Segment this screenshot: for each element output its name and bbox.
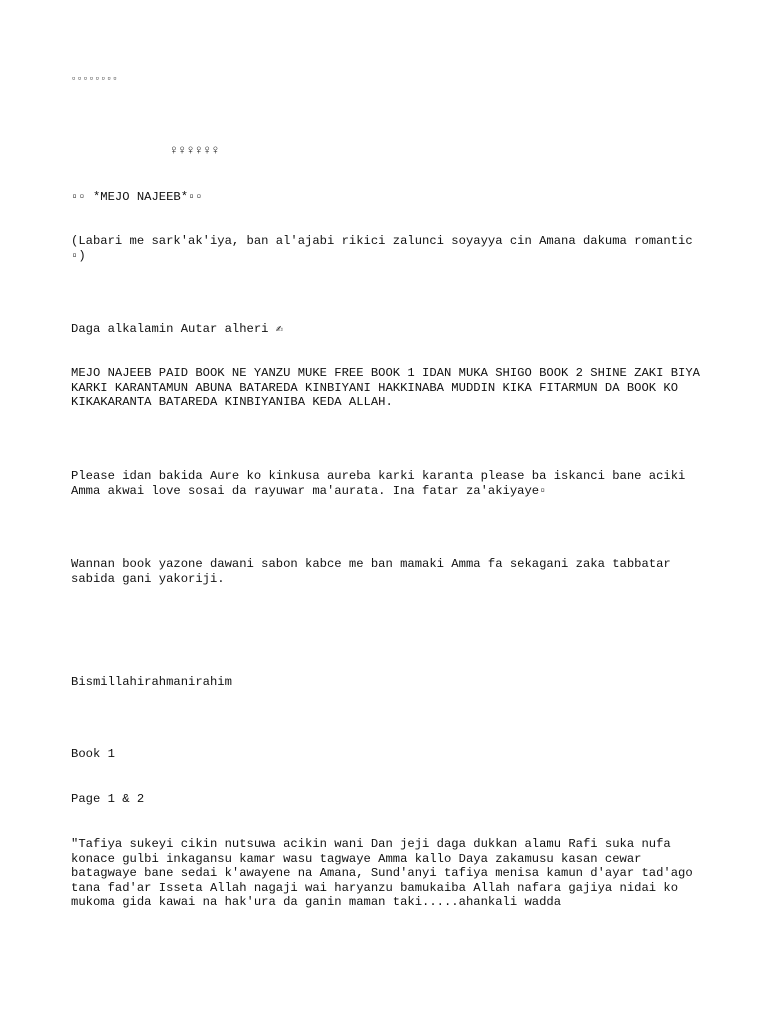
please-note-paragraph: Please idan bakida Aure ko kinkusa aureba karki karanta please ba iskanci bane aciki Amma akwai love sosai da rayuwar ma'aurata. Ina fatar za'akiyaye▫ [71, 469, 693, 498]
story-title: ▫▫ *MEJO NAJEEB*▫▫ [71, 190, 203, 204]
story-paragraph: "Tafiya sukeyi cikin nutsuwa acikin wani Dan jeji daga dukkan alamu Rafi suka nufa konace gulbi inkagansu kamar wasu tagwaye Amma kallo Daya zakamusu kasan cewar batagwaye bane sedai k'awayene na Amana, Sund'anyi tafiya menisa kamun d'ayar tad'ago tana fad'ar Isseta Allah nagaji wai haryanzu bamukaiba Allah nafara gajiya nidai ko mukoma gida kawai na hak'ura da ganin maman taki.....ahankali wadda [71, 837, 700, 910]
gender-symbols: ♀♀♀♀♀♀ [170, 143, 220, 158]
page-label: Page 1 & 2 [71, 792, 145, 806]
header-glyphs: ▫▫▫▫▫▫▫▫ [71, 74, 119, 84]
bismillah-line: Bismillahirahmanirahim [71, 675, 232, 689]
book-label: Book 1 [71, 747, 115, 761]
intro-paragraph: (Labari me sark'ak'iya, ban al'ajabi rikici zalunci soyayya cin Amana dakuma romantic ▫) [71, 234, 700, 263]
author-line: Daga alkalamin Autar alheri ✍ [71, 322, 284, 336]
paid-notice-paragraph: MEJO NAJEEB PAID BOOK NE YANZU MUKE FREE BOOK 1 IDAN MUKA SHIGO BOOK 2 SHINE ZAKI BIYA KARKI KARANTAMUN ABUNA BATAREDA KINBIYANI HAKKINABA MUDDIN KIKA FITARMUN DA BOOK KO KIKAKARANTA BATAREDA KINBIYANIBA KEDA ALLAH. [71, 366, 708, 410]
warning-paragraph: Wannan book yazone dawani sabon kabce me ban mamaki Amma fa sekagani zaka tabbatar sabida gani yakoriji. [71, 557, 679, 586]
